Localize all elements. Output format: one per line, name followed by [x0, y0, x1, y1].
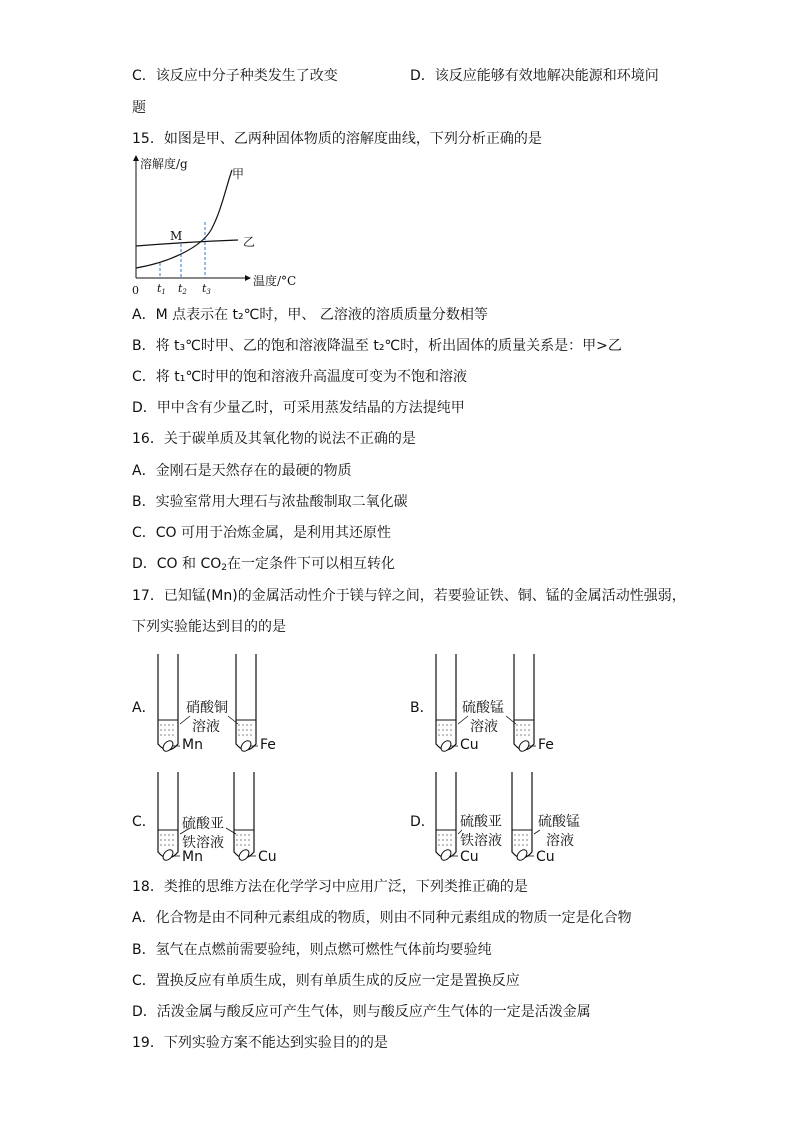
q17-d-left-solution-line2: 铁溶液: [460, 833, 502, 849]
test-tube-right: [512, 772, 532, 862]
q15-option-d: D．甲中含有少量乙时，可采用蒸发结晶的方法提纯甲: [132, 400, 465, 416]
q17-option-b-letter: B．: [410, 700, 434, 716]
test-tube-left: [158, 654, 178, 753]
q17-option-d-letter: D．: [410, 814, 435, 830]
q17-d-metal-right: Cu: [536, 849, 555, 865]
q17-b-metal-right: Fe: [538, 737, 554, 753]
q16-option-d: D．CO 和 $CO_2$在一定条件下可以相互转化: [132, 556, 396, 573]
test-tube-left: [158, 772, 178, 862]
point-m-label: M: [170, 229, 183, 243]
q17-c-metal-right: Cu: [258, 849, 277, 865]
y-axis-label: 溶解度/g: [140, 157, 188, 171]
q17-b-metal-left: Cu: [460, 737, 479, 753]
q17-stem-line2: 下列实验能达到目的的是: [132, 619, 286, 635]
curve-yi-label: 乙: [243, 235, 256, 249]
curve-jia: [136, 170, 232, 268]
q17-b-solution-line1: 硫酸锰: [462, 700, 504, 716]
q14-option-d-continued: 题: [132, 100, 146, 116]
q14-option-d: D．该反应能够有效地解决能源和环境问: [410, 68, 659, 84]
q18-option-b: B．氢气在点燃前需要验纯，则点燃可燃性气体前均要验纯: [132, 942, 492, 958]
q17-a-metal-right: Fe: [260, 737, 276, 753]
q17-stem-line1: 17．已知锰(Mn)的金属活动性介于镁与锌之间，若要验证铁、铜、锰的金属活动性强弱，: [132, 588, 686, 604]
q18-option-a: A．化合物是由不同种元素组成的物质，则由不同种元素组成的物质一定是化合物: [132, 910, 632, 926]
q17-c-solution-line1: 硫酸亚: [182, 816, 224, 832]
test-tube-right: [514, 654, 534, 753]
test-tube-right: [236, 654, 256, 753]
q17-a-solution-line2: 溶液: [192, 719, 220, 735]
q15-option-b: B．将 t₃℃时甲、乙的饱和溶液降温至 t₂℃时，析出固体的质量关系是：甲>乙: [132, 338, 622, 354]
q16-option-c: C．CO 可用于冶炼金属，是利用其还原性: [132, 525, 392, 541]
q17-d-right-solution-line1: 硫酸锰: [538, 814, 580, 830]
q15-stem: 15．如图是甲、乙两种固体物质的溶解度曲线，下列分析正确的是: [132, 131, 542, 147]
test-tube-left: [436, 772, 456, 862]
q17-b-solution-line2: 溶液: [470, 719, 498, 735]
q16-option-a: A．金刚石是天然存在的最硬的物质: [132, 463, 352, 479]
q15-option-c: C．将 t₁℃时甲的饱和溶液升高温度可变为不饱和溶液: [132, 369, 468, 385]
q17-option-c-letter: C．: [132, 814, 156, 830]
q18-option-d: D．活泼金属与酸反应可产生气体，则与酸反应产生气体的一定是活泼金属: [132, 1004, 591, 1020]
q16-stem: 16．关于碳单质及其氧化物的说法不正确的是: [132, 431, 416, 447]
q17-d-right-solution-line2: 溶液: [546, 833, 574, 849]
test-tube-right: [234, 772, 254, 862]
curve-jia-label: 甲: [232, 167, 245, 181]
q18-option-c: C．置换反应有单质生成，则有单质生成的反应一定是置换反应: [132, 973, 520, 989]
t1-label: t1: [157, 282, 166, 296]
curve-yi: [136, 240, 238, 246]
q17-a-metal-left: Mn: [182, 737, 203, 753]
q17-c-metal-left: Mn: [182, 849, 203, 865]
q17-d-metal-left: Cu: [460, 849, 479, 865]
q17-d-left-solution-line1: 硫酸亚: [460, 814, 502, 830]
test-tube-left: [436, 654, 456, 753]
q17-c-solution-line2: 铁溶液: [182, 835, 224, 851]
q15-option-a: A．M 点表示在 t₂℃时，甲、 乙溶液的溶质质量分数相等: [132, 307, 488, 323]
q16-option-b: B．实验室常用大理石与浓盐酸制取二氧化碳: [132, 494, 408, 510]
q17-option-a-letter: A．: [132, 700, 156, 716]
q14-option-c: C．该反应中分子种类发生了改变: [132, 68, 338, 84]
q19-stem: 19．下列实验方案不能达到实验目的的是: [132, 1035, 388, 1051]
solubility-curve-figure: [126, 152, 306, 297]
origin-label: 0: [132, 284, 139, 297]
x-axis-label: 温度/°C: [253, 274, 297, 288]
t3-label: t3: [202, 282, 211, 296]
q17-a-solution-line1: 硝酸铜: [186, 700, 228, 716]
q18-stem: 18．类推的思维方法在化学学习中应用广泛，下列类推正确的是: [132, 879, 528, 895]
t2-label: t2: [178, 282, 187, 296]
